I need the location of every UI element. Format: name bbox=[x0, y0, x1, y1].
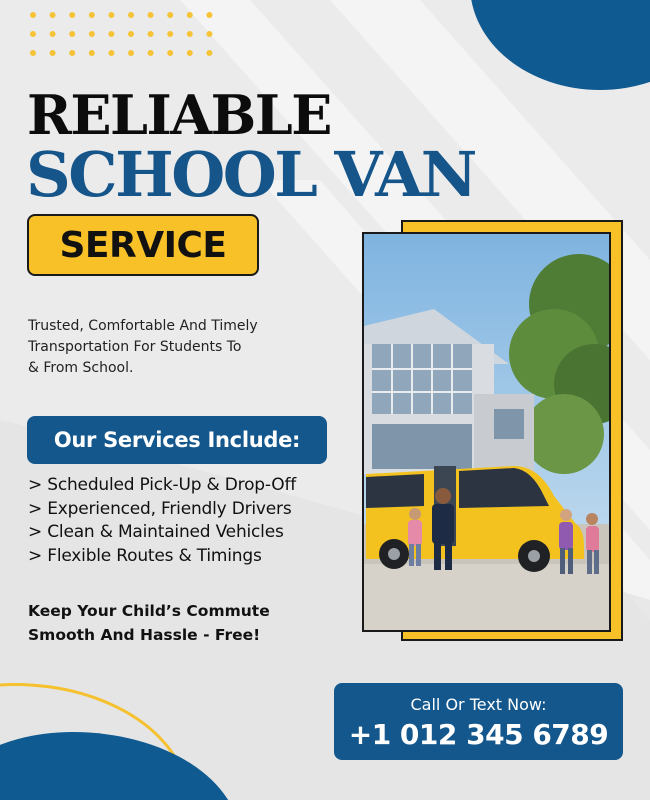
dot bbox=[148, 31, 154, 37]
dot bbox=[89, 50, 95, 56]
dot bbox=[167, 12, 173, 18]
dot bbox=[108, 50, 114, 56]
closing-line: Keep Your Child’s Commute bbox=[28, 602, 270, 620]
dot bbox=[50, 12, 56, 18]
dot bbox=[50, 31, 56, 37]
service-badge-label: SERVICE bbox=[59, 224, 227, 266]
school-van-photo bbox=[362, 232, 611, 632]
dot bbox=[187, 50, 193, 56]
headline-school-van: SCHOOL VAN bbox=[26, 138, 475, 211]
intro-line: & From School. bbox=[28, 360, 134, 376]
dot bbox=[148, 12, 154, 18]
cta-label: Call Or Text Now: bbox=[410, 695, 547, 714]
closing-line: Smooth And Hassle - Free! bbox=[28, 626, 261, 644]
headline-reliable: RELIABLE bbox=[27, 83, 331, 147]
dot bbox=[167, 31, 173, 37]
dot bbox=[187, 31, 193, 37]
dot bbox=[50, 50, 56, 56]
service-item: > Flexible Routes & Timings bbox=[28, 545, 262, 566]
intro-line: Trusted, Comfortable And Timely bbox=[28, 318, 258, 334]
service-item: > Scheduled Pick-Up & Drop-Off bbox=[28, 475, 297, 495]
service-item: > Experienced, Friendly Drivers bbox=[28, 498, 292, 519]
dot bbox=[206, 12, 212, 18]
dot bbox=[148, 50, 154, 56]
intro-text bbox=[28, 316, 318, 379]
dot-pattern bbox=[30, 12, 220, 56]
dot bbox=[69, 50, 75, 56]
service-item: > Clean & Maintained Vehicles bbox=[28, 522, 284, 542]
services-list bbox=[28, 474, 348, 568]
dot bbox=[128, 31, 134, 37]
dot bbox=[206, 31, 212, 37]
call-to-action[interactable] bbox=[334, 683, 623, 760]
intro-line: Transportation For Students To bbox=[28, 339, 242, 355]
dot bbox=[30, 12, 36, 18]
dot bbox=[30, 31, 36, 37]
dot bbox=[128, 12, 134, 18]
cta-phone-number[interactable]: +1 012 345 6789 bbox=[348, 718, 609, 751]
services-heading bbox=[27, 416, 327, 464]
dot bbox=[30, 50, 36, 56]
dot bbox=[187, 12, 193, 18]
service-badge bbox=[27, 214, 259, 276]
dot bbox=[69, 12, 75, 18]
dot bbox=[206, 50, 212, 56]
services-heading-label: Our Services Include: bbox=[53, 428, 301, 452]
dot bbox=[108, 12, 114, 18]
closing-text bbox=[28, 599, 328, 647]
dot bbox=[108, 31, 114, 37]
dot bbox=[69, 31, 75, 37]
dot bbox=[89, 12, 95, 18]
dot bbox=[89, 31, 95, 37]
dot bbox=[167, 50, 173, 56]
dot bbox=[128, 50, 134, 56]
